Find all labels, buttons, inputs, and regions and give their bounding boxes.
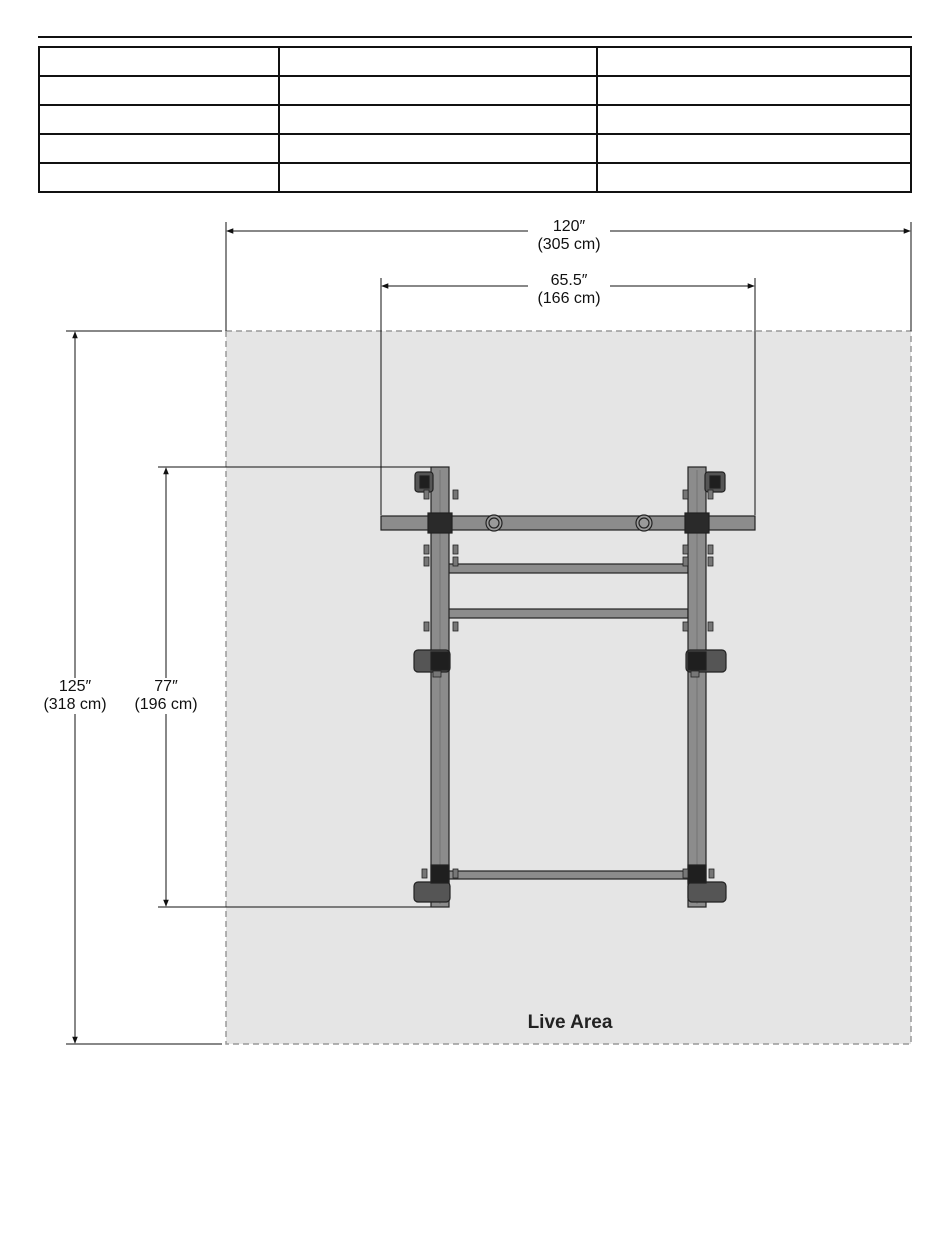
overall-width-metric: (305 cm) (537, 236, 601, 253)
rack-depth-imperial: 77″ (154, 678, 178, 695)
rack-width-imperial: 65.5″ (550, 272, 588, 289)
rack-width-metric: (166 cm) (537, 290, 601, 307)
crossbar-2 (448, 609, 688, 618)
right-bottom-foot (688, 882, 726, 902)
rack-depth-metric: (196 cm) (134, 696, 198, 713)
crossbar-1 (448, 564, 688, 573)
left-front-joint (428, 513, 452, 533)
left-bottom-foot (414, 882, 450, 902)
rear-crossbar (448, 871, 688, 879)
live-area-label: Live Area (527, 1012, 613, 1033)
overall-width-imperial: 120″ (552, 218, 586, 235)
rack-depth-label (124, 678, 208, 714)
overall-depth-imperial: 125″ (58, 678, 92, 695)
overall-width-label (528, 218, 610, 254)
rack-width-label (528, 272, 610, 308)
overall-depth-metric: (318 cm) (43, 696, 107, 713)
overall-depth-label (34, 678, 116, 714)
right-front-joint (685, 513, 709, 533)
live-area (226, 331, 911, 1044)
